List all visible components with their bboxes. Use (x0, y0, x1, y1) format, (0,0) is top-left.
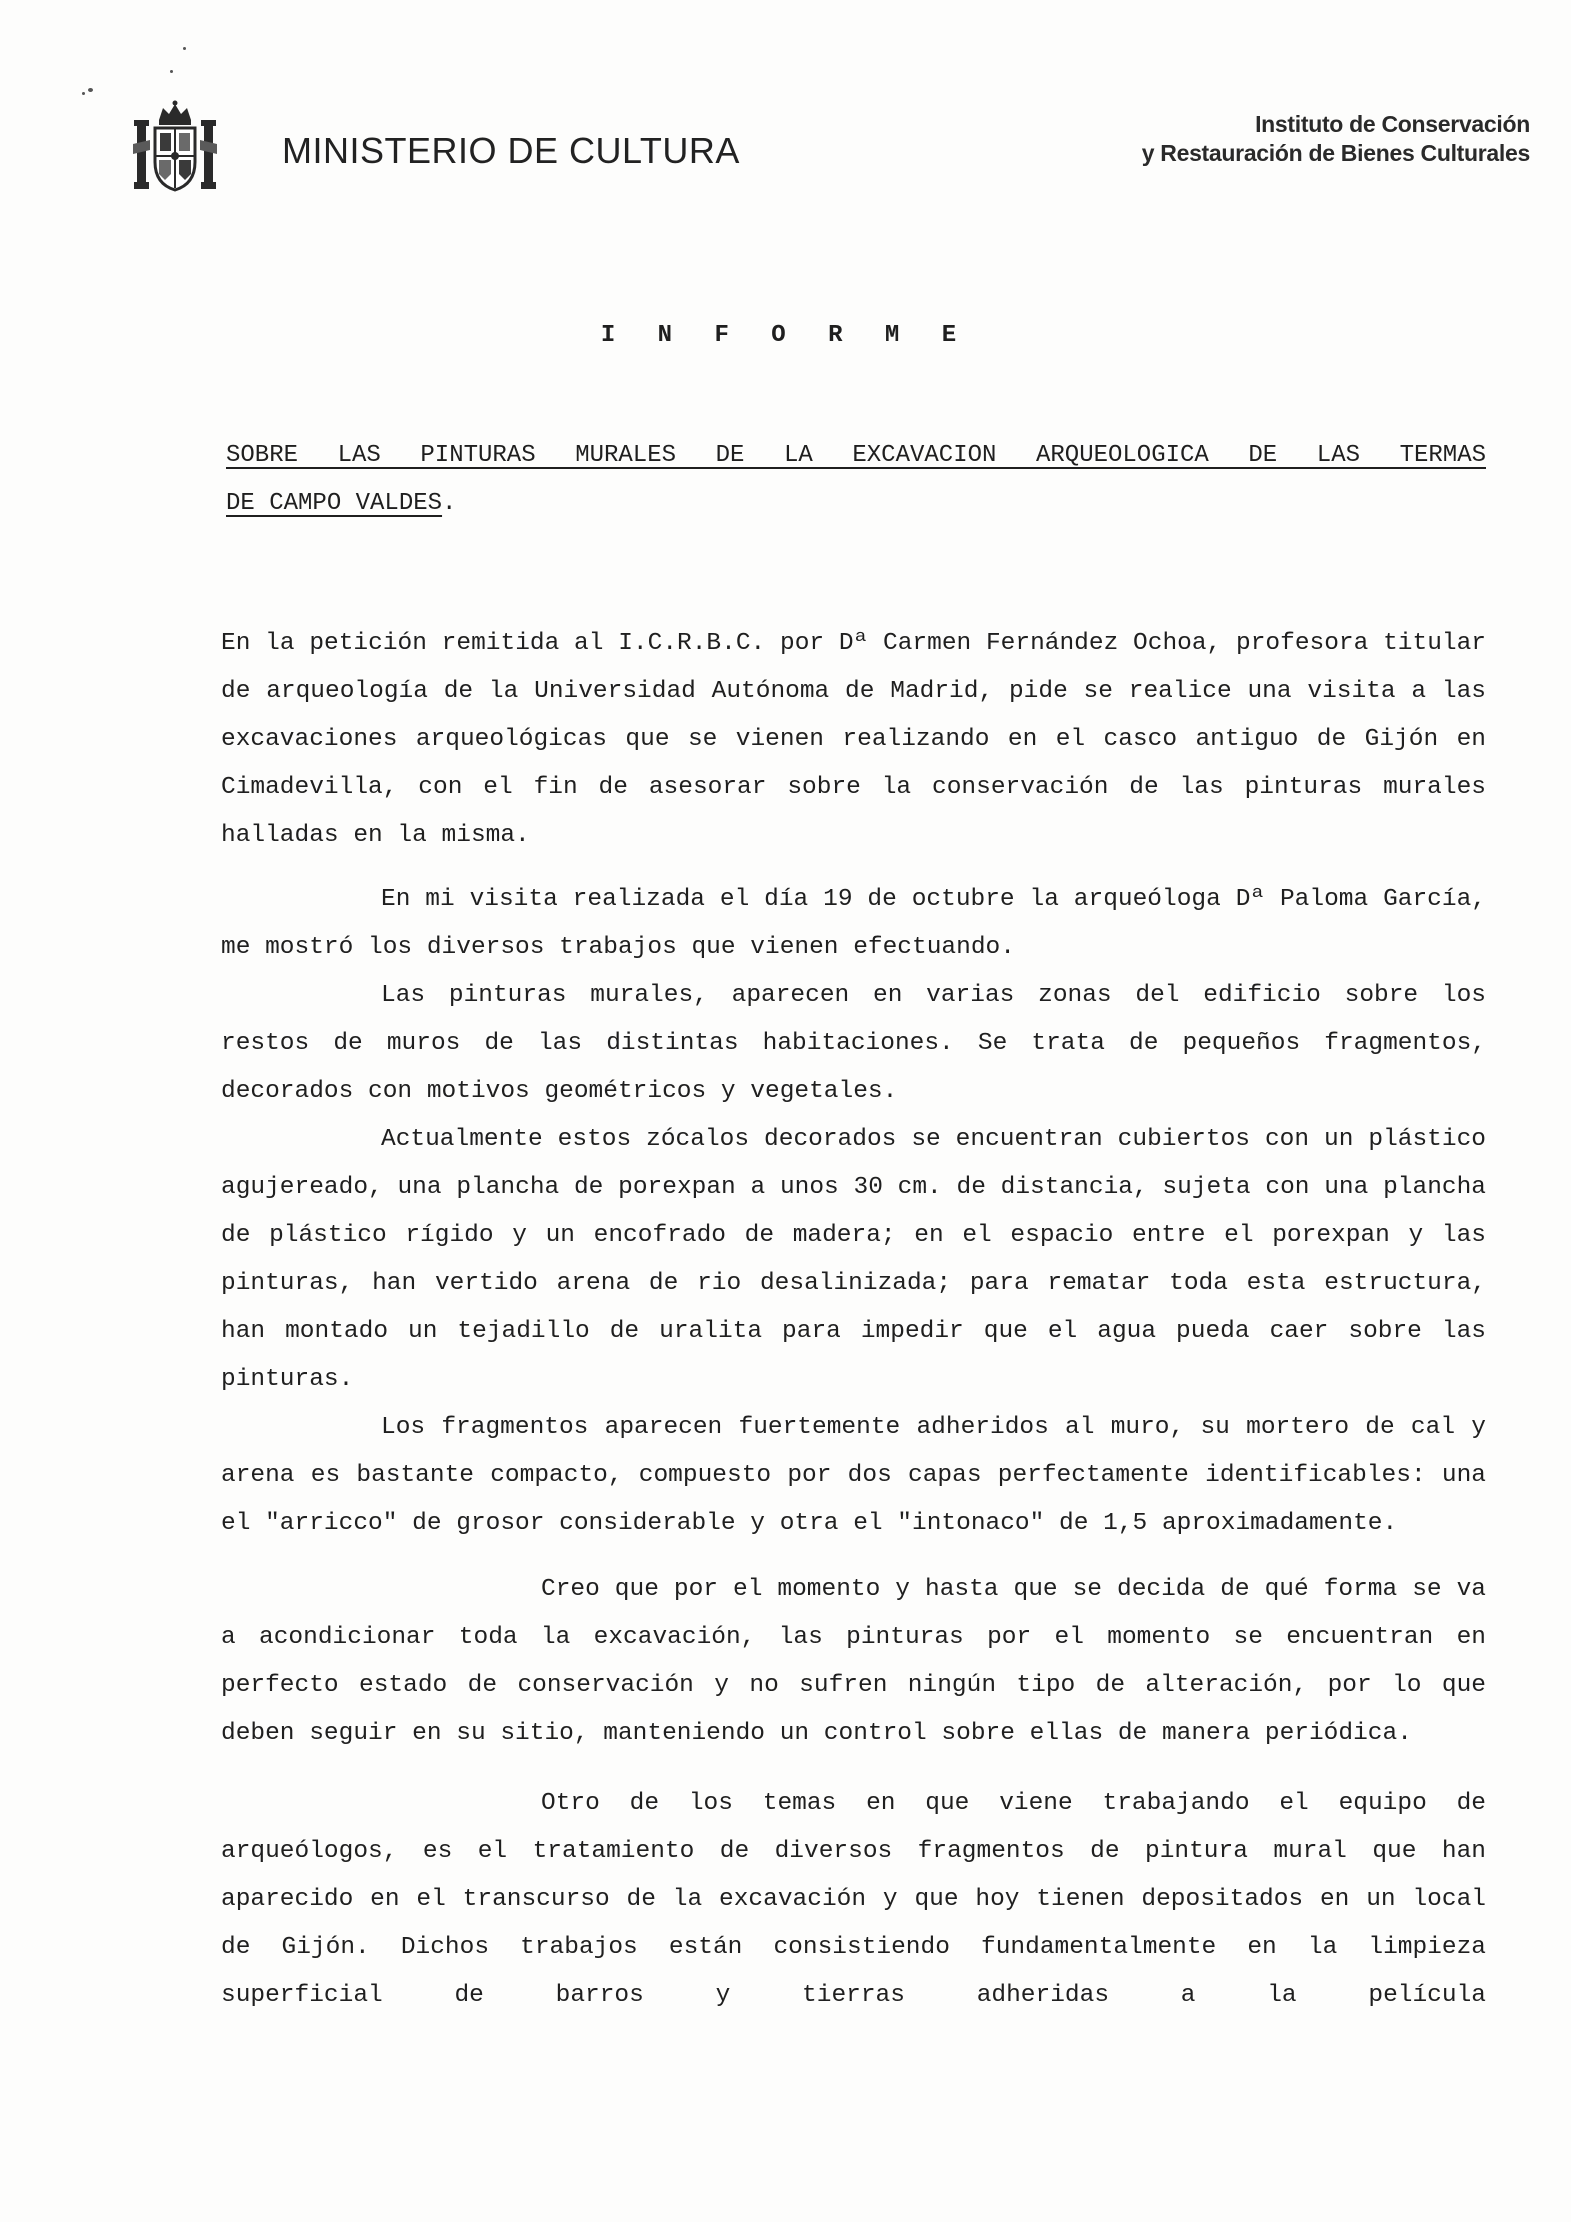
subject-period: . (442, 490, 457, 517)
coat-of-arms-icon (133, 100, 217, 192)
paragraph-conclusion: Creo que por el momento y hasta que se decida de qué forma se va a acondicionar toda la excavación, las pinturas por el momento se encuentran en perfecto estado de conservación y no sufren ningún tipo de alteración, por lo que deben seguir en su sitio, manteniendo un control sobre ellas de manera periódica. (221, 1576, 1486, 1747)
institute-name (1142, 110, 1530, 168)
institute-line-1: Instituto de Conservación (1255, 111, 1530, 137)
ministry-name: MINISTERIO DE CULTURA (282, 130, 740, 171)
report-body (221, 620, 1486, 2020)
subject-line-2-text: DE CAMPO VALDES (226, 490, 443, 517)
paragraph-visit: En mi visita realizada el día 19 de octubre la arqueóloga Dª Paloma García, me mostró los diversos trabajos que vienen efectuando. (221, 886, 1486, 961)
paragraph-murals-location: Las pinturas murales, aparecen en varias zonas del edificio sobre los restos de muros de las distintas habitaciones. Se trata de pequeños fragmentos, decorados con motivos geométricos y vegetales. (221, 982, 1486, 1105)
subject-line-1: SOBRE LAS PINTURAS MURALES DE LA EXCAVACION ARQUEOLOGICA DE LAS TERMAS (226, 442, 1486, 469)
paragraph-fragments-treatment: Otro de los temas en que viene trabajando el equipo de arqueólogos, es el tratamiento de diversos fragmentos de pintura mural que han aparecido en el transcurso de la excavación y que hoy tienen depositados en un local de Gijón. Dichos trabajos están consistiendo fundamentalmente en la limpieza superficial de barros y tierras adheridas a la película (221, 1790, 1486, 2009)
paragraph-request: En la petición remitida al I.C.R.B.C. por Dª Carmen Fernández Ochoa, profesora titular de arqueología de la Universidad Autónoma de Madrid, pide se realice una visita a las excavaciones arqueológicas que se vienen realizando en el casco antiguo de Gijón en Cimadevilla, con el fin de asesorar sobre la conservación de las pinturas murales halladas en la misma. (221, 630, 1486, 849)
document-subject (226, 432, 1486, 528)
institute-line-2: y Restauración de Bienes Culturales (1141, 140, 1530, 166)
paragraph-mortar: Los fragmentos aparecen fuertemente adheridos al muro, su mortero de cal y arena es bastante compacto, compuesto por dos capas perfectamente identificables: una el "arricco" de grosor considerable y otra el "intonaco" de 1,5 aproximadamente. (221, 1414, 1486, 1537)
paragraph-protection: Actualmente estos zócalos decorados se encuentran cubiertos con un plástico agujereado, una plancha de porexpan a unos 30 cm. de distancia, sujeta con una plancha de plástico rígido y un encofrado de madera; en el espacio entre el porexpan y las pinturas, han vertido arena de rio desalinizada; para rematar toda esta estructura, han montado un tejadillo de uralita para impedir que el agua pueda caer sobre las pinturas. (221, 1126, 1486, 1393)
subject-line-2 (226, 480, 456, 528)
document-title: I N F O R M E (600, 322, 971, 349)
